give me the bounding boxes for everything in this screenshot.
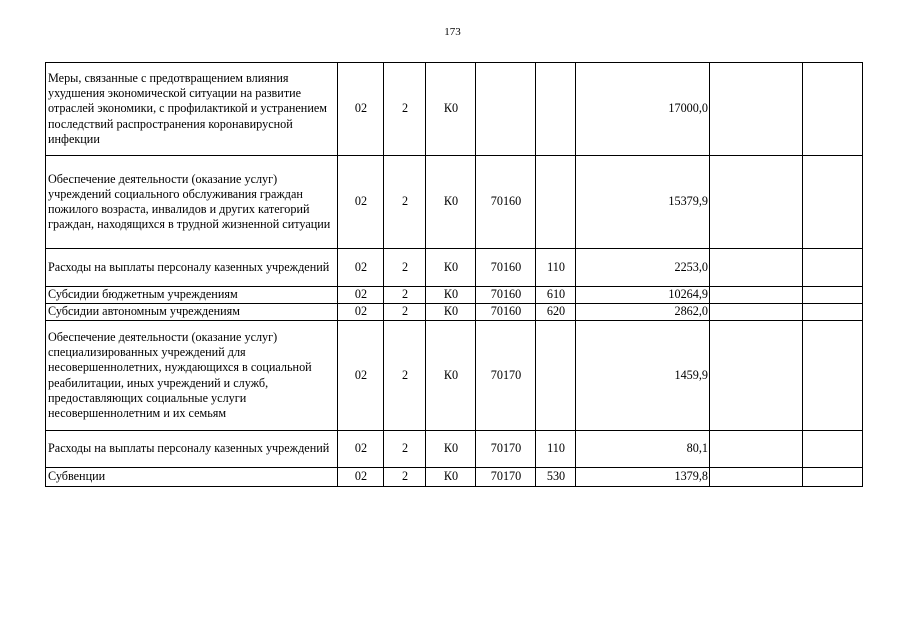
empty-cell [710, 468, 803, 487]
expense-type-code [536, 321, 576, 431]
table-row [46, 304, 863, 321]
table-row [46, 468, 863, 487]
empty-cell [803, 156, 863, 249]
target-article-code: 70160 [476, 304, 536, 321]
row-name: Субсидии автономным учреждениям [46, 304, 338, 321]
target-article-code [476, 63, 536, 156]
section-code: 02 [338, 63, 384, 156]
subsection-code: 2 [384, 63, 426, 156]
empty-cell [710, 304, 803, 321]
subsection-code: 2 [384, 287, 426, 304]
target-article-code: 70160 [476, 287, 536, 304]
amount-cell: 1459,9 [576, 321, 710, 431]
row-name: Расходы на выплаты персоналу казенных учреждений [46, 249, 338, 287]
target-article-code: 70170 [476, 321, 536, 431]
table-row [46, 321, 863, 431]
program-code: К0 [426, 431, 476, 468]
program-code: К0 [426, 321, 476, 431]
section-code: 02 [338, 321, 384, 431]
subsection-code: 2 [384, 249, 426, 287]
amount-cell: 2253,0 [576, 249, 710, 287]
program-code: К0 [426, 156, 476, 249]
amount-cell: 1379,8 [576, 468, 710, 487]
empty-cell [710, 321, 803, 431]
target-article-code: 70170 [476, 431, 536, 468]
amount-cell: 10264,9 [576, 287, 710, 304]
row-name: Обеспечение деятельности (оказание услуг) специализированных учреждений для несовершеннолетних, нуждающихся в социальной реабилитации, иных учреждений и служб, предоставляющих социальные услуги несовершеннолетним и их семьям [46, 321, 338, 431]
budget-table [45, 62, 863, 487]
subsection-code: 2 [384, 321, 426, 431]
subsection-code: 2 [384, 431, 426, 468]
table-row [46, 287, 863, 304]
expense-type-code: 110 [536, 431, 576, 468]
row-name: Субсидии бюджетным учреждениям [46, 287, 338, 304]
empty-cell [803, 468, 863, 487]
target-article-code: 70170 [476, 468, 536, 487]
section-code: 02 [338, 431, 384, 468]
expense-type-code: 610 [536, 287, 576, 304]
program-code: К0 [426, 304, 476, 321]
program-code: К0 [426, 249, 476, 287]
program-code: К0 [426, 63, 476, 156]
empty-cell [710, 431, 803, 468]
table-row [46, 249, 863, 287]
row-name: Меры, связанные с предотвращением влияния ухудшения экономической ситуации на развитие отраслей экономики, с профилактикой и устранением последствий распространения коронавирусной инфекции [46, 63, 338, 156]
empty-cell [803, 304, 863, 321]
amount-cell: 80,1 [576, 431, 710, 468]
table-row [46, 63, 863, 156]
section-code: 02 [338, 156, 384, 249]
empty-cell [803, 321, 863, 431]
section-code: 02 [338, 249, 384, 287]
page-number: 173 [444, 26, 461, 38]
expense-type-code: 110 [536, 249, 576, 287]
empty-cell [710, 156, 803, 249]
empty-cell [710, 63, 803, 156]
empty-cell [710, 287, 803, 304]
table-row [46, 156, 863, 249]
amount-cell: 17000,0 [576, 63, 710, 156]
row-name: Субвенции [46, 468, 338, 487]
section-code: 02 [338, 468, 384, 487]
expense-type-code: 620 [536, 304, 576, 321]
row-name: Расходы на выплаты персоналу казенных учреждений [46, 431, 338, 468]
expense-type-code [536, 63, 576, 156]
target-article-code: 70160 [476, 249, 536, 287]
program-code: К0 [426, 287, 476, 304]
section-code: 02 [338, 304, 384, 321]
amount-cell: 2862,0 [576, 304, 710, 321]
table-row [46, 431, 863, 468]
section-code: 02 [338, 287, 384, 304]
empty-cell [710, 249, 803, 287]
program-code: К0 [426, 468, 476, 487]
target-article-code: 70160 [476, 156, 536, 249]
empty-cell [803, 431, 863, 468]
subsection-code: 2 [384, 304, 426, 321]
expense-type-code: 530 [536, 468, 576, 487]
empty-cell [803, 63, 863, 156]
row-name: Обеспечение деятельности (оказание услуг) учреждений социального обслуживания граждан пожилого возраста, инвалидов и других категорий граждан, находящихся в трудной жизненной ситуации [46, 156, 338, 249]
subsection-code: 2 [384, 468, 426, 487]
amount-cell: 15379,9 [576, 156, 710, 249]
expense-type-code [536, 156, 576, 249]
empty-cell [803, 249, 863, 287]
subsection-code: 2 [384, 156, 426, 249]
empty-cell [803, 287, 863, 304]
